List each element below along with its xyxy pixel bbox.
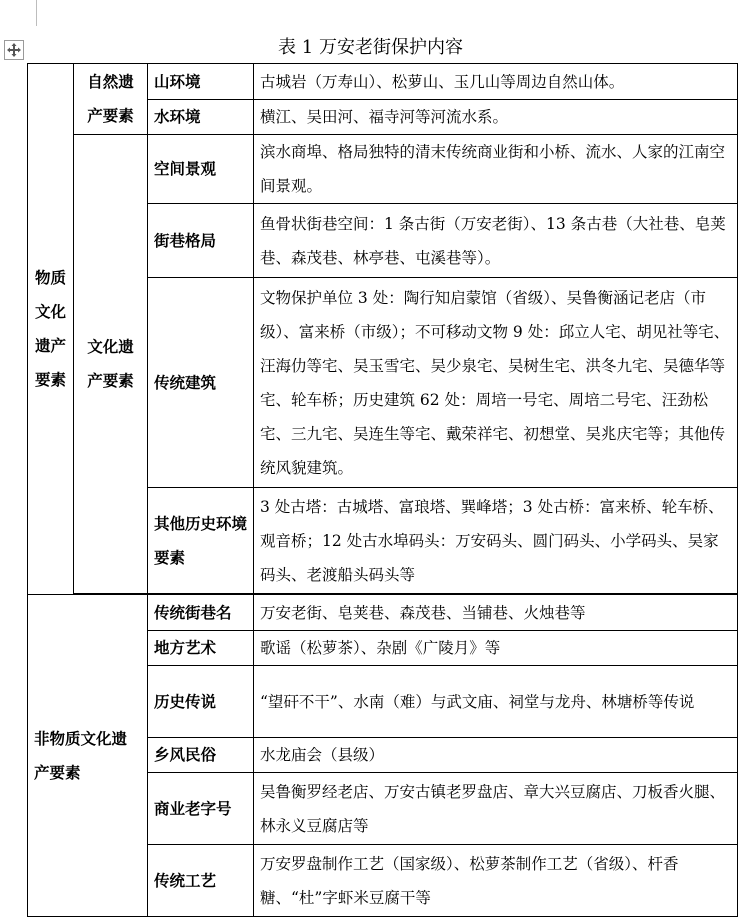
- row-content: 水龙庙会（县级）: [254, 738, 738, 773]
- row-content: 鱼骨状街巷空间：1 条古街（万安老街）、13 条古巷（大社巷、皂荚巷、森茂巷、林亭巷、屯溪巷等）。: [254, 204, 738, 278]
- row-content: 古城岩（万寿山）、松萝山、玉几山等周边自然山体。: [254, 64, 738, 100]
- row-name: 传统建筑: [148, 278, 254, 488]
- row-name: 传统街巷名: [148, 595, 254, 631]
- natural-heritage-label: 自然遗产要素: [74, 64, 148, 135]
- table-row: [28, 135, 738, 204]
- row-content: 万安罗盘制作工艺（国家级）、松萝茶制作工艺（省级）、杆香糖、“杜”字虾米豆腐干等: [254, 845, 738, 917]
- row-content: 歌谣（松萝茶）、杂剧《广陵月》等: [254, 631, 738, 666]
- row-name: 空间景观: [148, 135, 254, 204]
- row-content: 3 处古塔：古城塔、富琅塔、巽峰塔；3 处古桥：富来桥、轮车桥、观音桥；12 处古水埠码头：万安码头、圆门码头、小学码头、吴家码头、老渡船头码头等: [254, 488, 738, 594]
- page-margin-mark: [36, 0, 37, 26]
- material-heritage-label: 物质文化遗产要素: [28, 64, 74, 595]
- row-name: 商业老字号: [148, 773, 254, 845]
- row-content: 横江、吴田河、福寺河等河流水系。: [254, 100, 738, 135]
- row-content: “望矸不干”、水南（难）与武文庙、祠堂与龙舟、林塘桥等传说: [254, 666, 738, 738]
- row-content: 吴鲁衡罗经老店、万安古镇老罗盘店、章大兴豆腐店、刀板香火腿、林永义豆腐店等: [254, 773, 738, 845]
- row-name: 其他历史环境要素: [148, 488, 254, 594]
- row-content: 文物保护单位 3 处：陶行知启蒙馆（省级）、吴鲁衡涵记老店（市级）、富来桥（市级）；不可移动文物 9 处：邱立人宅、胡见社等宅、汪海仂等宅、吴玉雪宅、吴少泉宅、吴树生宅、洪冬九宅、吴德华等宅、轮车桥；历史建筑 62 处：周培一号宅、周培二号宅、汪劲松宅、三九宅、吴连生等宅、戴荣祥宅、初想堂、吴兆庆宅等；其他传统风貌建筑。: [254, 278, 738, 488]
- row-content: 滨水商埠、格局独特的清末传统商业街和小桥、流水、人家的江南空间景观。: [254, 135, 738, 204]
- row-name: 街巷格局: [148, 204, 254, 278]
- protection-content-table: [27, 63, 738, 917]
- cultural-heritage-label: 文化遗产要素: [74, 135, 148, 594]
- table-caption: 表 1 万安老街保护内容: [278, 37, 463, 58]
- table-row: [28, 64, 738, 100]
- row-name: 历史传说: [148, 666, 254, 738]
- row-name: 传统工艺: [148, 845, 254, 917]
- table-row: [28, 595, 738, 631]
- row-name: 地方艺术: [148, 631, 254, 666]
- row-name: 乡风民俗: [148, 738, 254, 773]
- intangible-heritage-label: 非物质文化遗产要素: [28, 595, 148, 917]
- row-name: 山环境: [148, 64, 254, 100]
- row-content: 万安老街、皂荚巷、森茂巷、当铺巷、火烛巷等: [254, 595, 738, 631]
- row-name: 水环境: [148, 100, 254, 135]
